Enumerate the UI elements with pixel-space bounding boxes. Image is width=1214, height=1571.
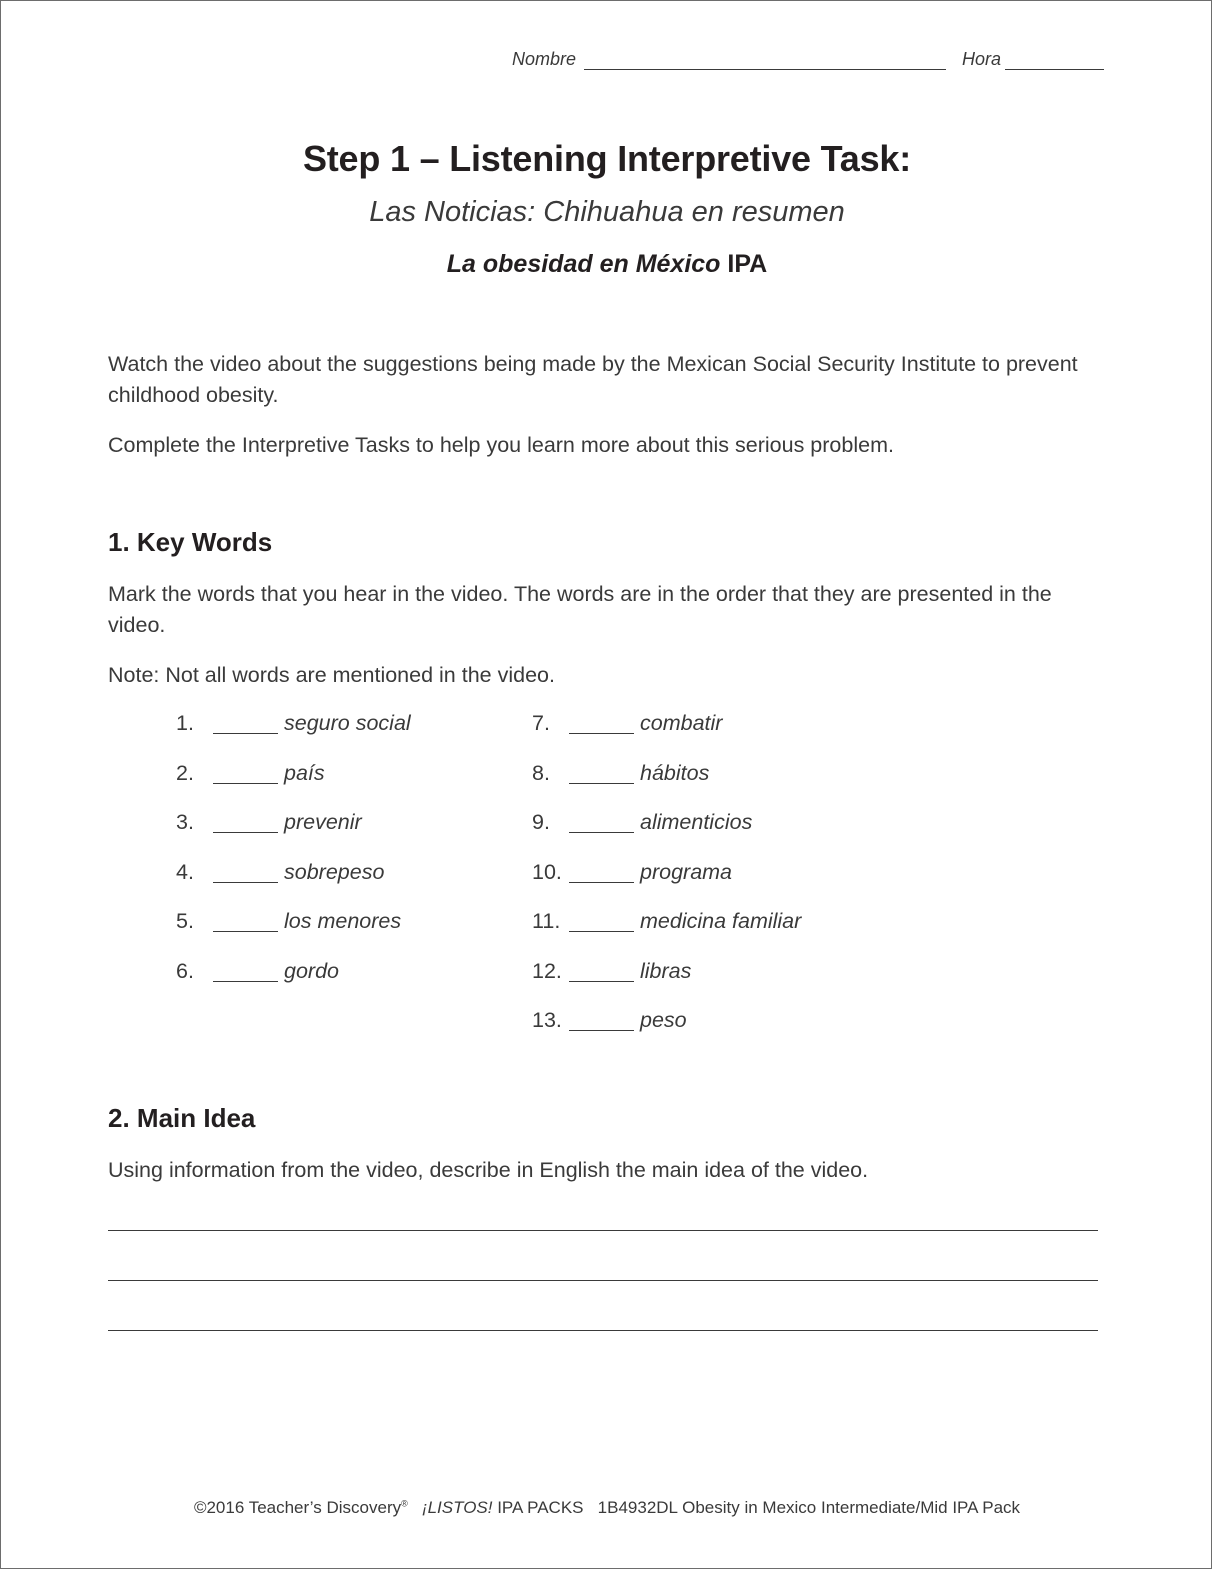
key-word-item xyxy=(532,1008,852,1038)
footer-brand: ¡LISTOS! xyxy=(421,1498,493,1517)
key-word-text: alimenticios xyxy=(640,810,753,834)
key-word-text: peso xyxy=(640,1008,687,1032)
key-word-text: los menores xyxy=(284,909,402,933)
key-word-item xyxy=(176,711,496,741)
key-word-number: 3. xyxy=(176,810,194,834)
key-word-item xyxy=(532,761,852,791)
key-word-text: programa xyxy=(640,859,733,884)
key-word-text: libras xyxy=(640,958,692,983)
name-label: Nombre xyxy=(512,49,577,69)
key-word-check-blank[interactable] xyxy=(569,931,634,932)
key-word-item xyxy=(532,711,852,741)
key-words-heading: 1. Key Words xyxy=(108,527,273,557)
intro-paragraph-2: Complete the Interpretive Tasks to help you learn more about this serious problem. xyxy=(108,433,894,457)
key-word-text: sobrepeso xyxy=(284,859,385,884)
key-word-item xyxy=(176,761,496,791)
key-word-number: 5. xyxy=(176,909,194,933)
answer-line[interactable] xyxy=(108,1230,1098,1231)
key-word-check-blank[interactable] xyxy=(213,981,278,982)
name-blank-line[interactable] xyxy=(584,69,946,70)
key-word-number: 4. xyxy=(176,859,194,884)
footer-registered-mark: ® xyxy=(401,1498,408,1509)
answer-line[interactable] xyxy=(108,1330,1098,1331)
page-subtitle: Las Noticias: Chihuahua en resumen xyxy=(369,196,845,228)
key-word-check-blank[interactable] xyxy=(213,931,278,932)
key-word-number: 8. xyxy=(532,760,550,785)
key-word-number: 13. xyxy=(532,1008,562,1032)
key-word-number: 10. xyxy=(532,859,562,884)
page-footer xyxy=(1,1498,1213,1518)
key-words-note: Note: Not all words are mentioned in the video. xyxy=(108,663,555,687)
key-word-check-blank[interactable] xyxy=(569,1030,634,1031)
key-word-item xyxy=(532,959,852,989)
key-word-check-blank[interactable] xyxy=(213,783,278,784)
key-word-number: 2. xyxy=(176,760,194,785)
key-word-item xyxy=(176,810,496,840)
hour-label: Hora xyxy=(962,49,1002,69)
intro-paragraph-1: Watch the video about the suggestions being made by the Mexican Social Security Institute to prevent childhood obesity. xyxy=(108,352,1078,407)
ipa-title xyxy=(1,250,1213,279)
hour-blank-line[interactable] xyxy=(1005,69,1104,70)
ipa-title-suffix: IPA xyxy=(720,250,768,278)
key-word-number: 6. xyxy=(176,958,194,983)
key-word-text: gordo xyxy=(284,958,339,983)
key-word-item xyxy=(176,959,496,989)
main-idea-instructions: Using information from the video, describe in English the main idea of the video. xyxy=(108,1158,869,1182)
key-word-check-blank[interactable] xyxy=(569,733,634,734)
key-words-instructions: Mark the words that you hear in the video. The words are in the order that they are presented in the video. xyxy=(108,582,1052,637)
page-title: Step 1 – Listening Interpretive Task: xyxy=(302,138,912,179)
key-word-check-blank[interactable] xyxy=(213,832,278,833)
key-word-number: 12. xyxy=(532,958,562,983)
key-word-item xyxy=(176,860,496,890)
key-word-number: 9. xyxy=(532,810,550,834)
key-word-check-blank[interactable] xyxy=(569,783,634,784)
key-word-item xyxy=(532,909,852,939)
key-word-text: prevenir xyxy=(284,810,362,834)
key-word-text: combatir xyxy=(640,711,723,735)
key-word-number: 1. xyxy=(176,711,194,735)
key-word-item xyxy=(532,860,852,890)
answer-line[interactable] xyxy=(108,1280,1098,1281)
student-info-header xyxy=(1,49,1213,75)
key-word-item xyxy=(532,810,852,840)
main-idea-heading: 2. Main Idea xyxy=(108,1103,256,1133)
key-word-text: medicina familiar xyxy=(640,909,802,933)
key-word-text: país xyxy=(284,760,325,785)
key-word-number: 11. xyxy=(532,909,561,933)
key-word-text: hábitos xyxy=(640,760,710,785)
ipa-title-italic: La obesidad en México xyxy=(446,250,721,278)
key-word-number: 7. xyxy=(532,711,550,735)
key-word-check-blank[interactable] xyxy=(569,882,634,883)
key-word-text: seguro social xyxy=(284,711,411,735)
footer-product: IPA PACKS 1B4932DL Obesity in Mexico Intermediate/Mid IPA Pack xyxy=(492,1498,1021,1517)
key-word-check-blank[interactable] xyxy=(213,882,278,883)
footer-copyright: ©2016 Teacher’s Discovery xyxy=(193,1498,402,1517)
key-word-item xyxy=(176,909,496,939)
key-word-check-blank[interactable] xyxy=(569,832,634,833)
key-word-check-blank[interactable] xyxy=(213,733,278,734)
key-word-check-blank[interactable] xyxy=(569,981,634,982)
